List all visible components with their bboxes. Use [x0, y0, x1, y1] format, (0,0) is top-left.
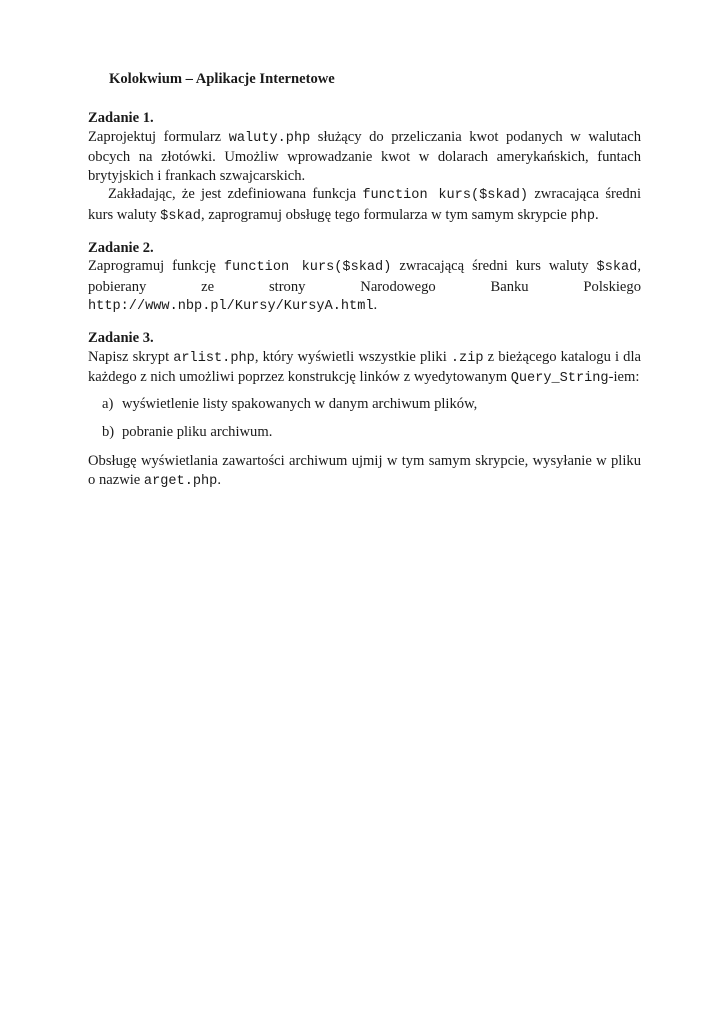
text-run: , zaprogramuj obsługę tego formularza w tym samym skrypcie	[200, 206, 571, 223]
document-title: Kolokwium – Aplikacje Internetowe	[109, 71, 335, 87]
text-run: Zakładając, że jest zdefiniowana funkcja	[108, 186, 363, 203]
list-item-text: wyświetlenie listy spakowanych w danym archiwum plików,	[122, 395, 478, 412]
text-run: zwracającą średni kurs waluty	[391, 258, 597, 275]
code-filename: waluty.php	[228, 130, 311, 146]
task-2-paragraph-1	[88, 257, 641, 317]
text-run: Zaprojektuj formularz	[88, 128, 229, 145]
task-1-heading: Zadanie 1.	[88, 110, 154, 126]
text-run: , pobierany ze strony Narodowego Banku Polskiego	[88, 258, 641, 295]
text-run: Obsługę wyświetlania zawartości archiwum ujmij w tym samym skrypcie, wysyłanie w pliku o nazwie	[88, 452, 641, 488]
code-variable: $skad	[596, 260, 638, 276]
list-marker: a)	[102, 395, 114, 412]
code-extension: .zip	[450, 350, 484, 366]
task-3-paragraph-1	[88, 348, 641, 389]
text-run: , który wyświetli wszystkie pliki	[254, 348, 451, 365]
text-run: .	[595, 206, 599, 223]
list-item	[102, 423, 641, 442]
task-3-heading: Zadanie 3.	[88, 329, 154, 346]
code-url: http://www.nbp.pl/Kursy/KursyA.html	[88, 299, 374, 315]
code-function-signature: function kurs($skad)	[362, 188, 529, 204]
task-1-paragraph-2	[88, 185, 641, 226]
task-1-paragraph-1	[88, 128, 641, 186]
task-3-paragraph-2	[88, 452, 641, 491]
text-run: służący do przeliczania kwot podanych w walutach obcych na złotówki. Umożliw wprowadzanie kwot w dolarach amerykańskich, funtach brytyjskich i frankach szwajcarskich.	[88, 128, 641, 184]
list-marker: b)	[102, 424, 115, 441]
document-page	[88, 70, 641, 491]
code-variable: $skad	[160, 208, 201, 224]
text-run: Napisz skrypt	[88, 348, 174, 365]
task-1-section	[88, 109, 641, 227]
task-2-heading: Zadanie 2.	[88, 239, 154, 256]
text-run: .	[217, 471, 221, 488]
code-filename: arlist.php	[173, 350, 255, 366]
code-function-signature: function kurs($skad)	[223, 260, 392, 276]
list-item	[102, 395, 641, 414]
task-3-list	[88, 395, 641, 442]
list-item-text: pobranie pliku archiwum.	[122, 424, 273, 441]
code-filename: arget.php	[143, 473, 218, 489]
text-run: Zaprogramuj funkcję	[88, 258, 224, 275]
text-run: .	[373, 297, 378, 314]
code-language: php	[570, 208, 596, 224]
task-2-section	[88, 239, 641, 317]
text-run: zwracająca średni kurs waluty	[88, 186, 641, 223]
text-run: z bieżącego katalogu i dla każdego z nich umożliwi poprzez konstrukcję linków z wyedytowanym	[88, 348, 642, 386]
text-run: -iem:	[608, 369, 640, 386]
task-3-section	[88, 329, 641, 491]
code-query-string: Query_String	[510, 371, 609, 387]
